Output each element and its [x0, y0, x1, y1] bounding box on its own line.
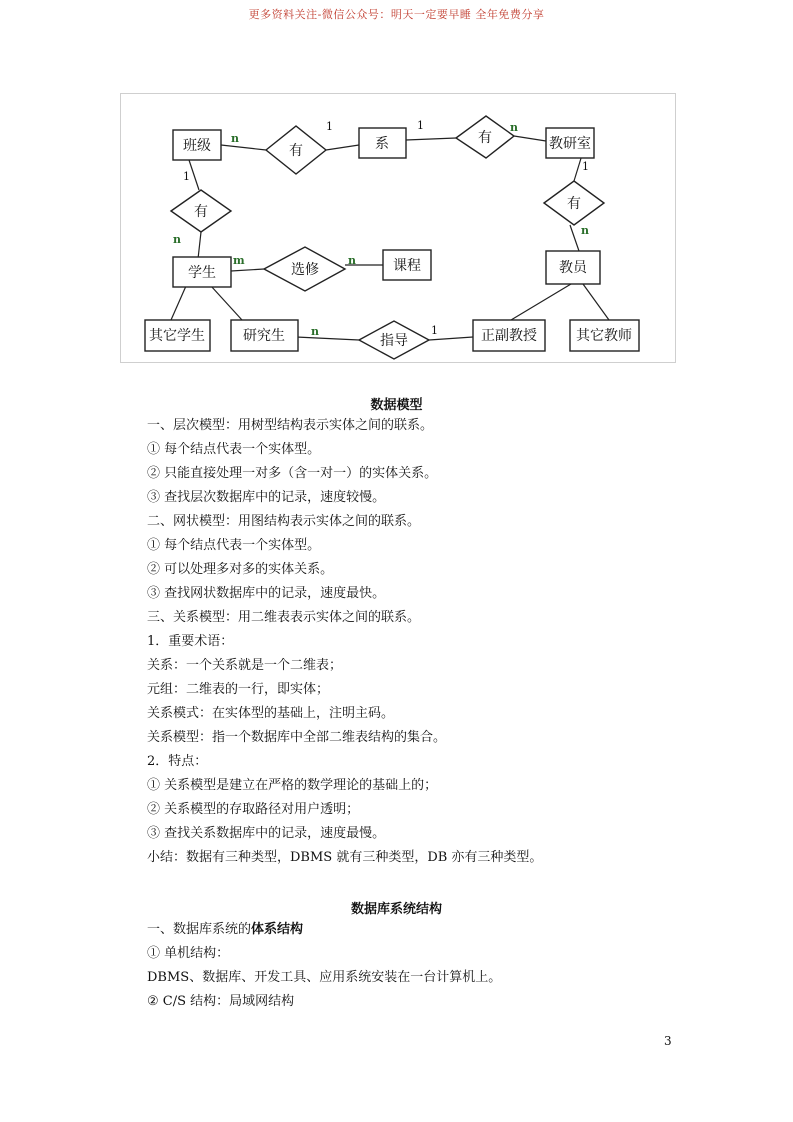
card-office-teacher-n: n [581, 224, 589, 237]
text-line: 关系：一个关系就是一个二维表； [147, 658, 343, 673]
heading-prefix: 一、数据库系统的 [147, 922, 252, 937]
entity-department-label: 系 [375, 136, 389, 152]
text-line: 2．特点： [147, 754, 208, 769]
text-line: ② 可以处理多对多的实体关系。 [147, 562, 334, 577]
text-line: 关系模式：在实体型的基础上，注明主码。 [147, 706, 395, 721]
rel-class-student-label: 有 [194, 204, 208, 220]
rel-dept-office-label: 有 [478, 130, 492, 146]
card-class-dept-1: 1 [326, 120, 333, 133]
card-class-student-n: n [173, 233, 181, 246]
text-line: ② 只能直接处理一对多（含一对一）的实体关系。 [147, 466, 438, 481]
card-class-dept-n: n [231, 132, 239, 145]
text-line: ③ 查找层次数据库中的记录，速度较慢。 [147, 490, 386, 505]
card-elective-n: n [348, 254, 356, 267]
text-line: ① 每个结点代表一个实体型。 [147, 442, 321, 457]
section-title-data-model: 数据模型 [370, 398, 423, 413]
rel-class-dept-label: 有 [289, 143, 303, 159]
card-class-student-1: 1 [183, 170, 190, 183]
entity-professor-label: 正副教授 [481, 328, 537, 344]
er-diagram-svg [121, 94, 675, 362]
text-line: ③ 查找网状数据库中的记录，速度最快。 [147, 586, 386, 601]
header-banner: 更多资料关注-微信公众号：明天一定要早睡 全年免费分享 [248, 8, 545, 21]
text-line: 三、关系模型：用二维表表示实体之间的联系。 [147, 610, 421, 625]
card-office-teacher-1: 1 [582, 160, 589, 173]
entity-class-label: 班级 [183, 138, 211, 154]
entity-teaching-office-label: 教研室 [549, 136, 591, 152]
text-line: ② 关系模型的存取路径对用户透明； [147, 802, 360, 817]
entity-course-label: 课程 [393, 258, 421, 274]
text-line: ③ 查找关系数据库中的记录，速度最慢。 [147, 826, 386, 841]
rel-elective-label: 选修 [291, 262, 319, 278]
entity-student-label: 学生 [188, 265, 216, 281]
rel-office-teacher-label: 有 [567, 196, 581, 212]
entity-other-teachers-label: 其它教师 [576, 328, 632, 344]
text-line: 二、网状模型：用图结构表示实体之间的联系。 [147, 514, 421, 529]
text-line: ① 每个结点代表一个实体型。 [147, 538, 321, 553]
section-heading [147, 921, 303, 938]
entity-graduate-label: 研究生 [243, 328, 285, 344]
card-advise-1: 1 [431, 324, 438, 337]
text-line: ① 单机结构： [147, 946, 230, 961]
er-diagram [120, 93, 676, 363]
text-line: 关系模型：指一个数据库中全部二维表结构的集合。 [147, 730, 447, 745]
entity-teacher-label: 教员 [559, 260, 587, 276]
text-line: 一、层次模型：用树型结构表示实体之间的联系。 [147, 418, 434, 433]
card-advise-n: n [311, 325, 319, 338]
text-line: ② C/S 结构：局域网结构 [147, 994, 295, 1009]
text-line: 1．重要术语： [147, 634, 234, 649]
rel-advise-label: 指导 [380, 333, 408, 349]
text-line: 元组：二维表的一行，即实体； [147, 682, 330, 697]
card-dept-office-1: 1 [417, 119, 424, 132]
card-dept-office-n: n [510, 121, 518, 134]
text-line: ① 关系模型是建立在严格的数学理论的基础上的； [147, 778, 438, 793]
text-line: 小结：数据有三种类型，DBMS 就有三种类型，DB 亦有三种类型。 [147, 850, 543, 865]
text-line: DBMS、数据库、开发工具、应用系统安装在一台计算机上。 [147, 970, 502, 985]
page-number: 3 [664, 1034, 672, 1048]
card-elective-m: m [233, 254, 245, 267]
heading-bold: 体系结构 [251, 922, 304, 937]
section-title-db-system-structure: 数据库系统结构 [350, 902, 442, 917]
entity-other-students-label: 其它学生 [149, 328, 205, 344]
